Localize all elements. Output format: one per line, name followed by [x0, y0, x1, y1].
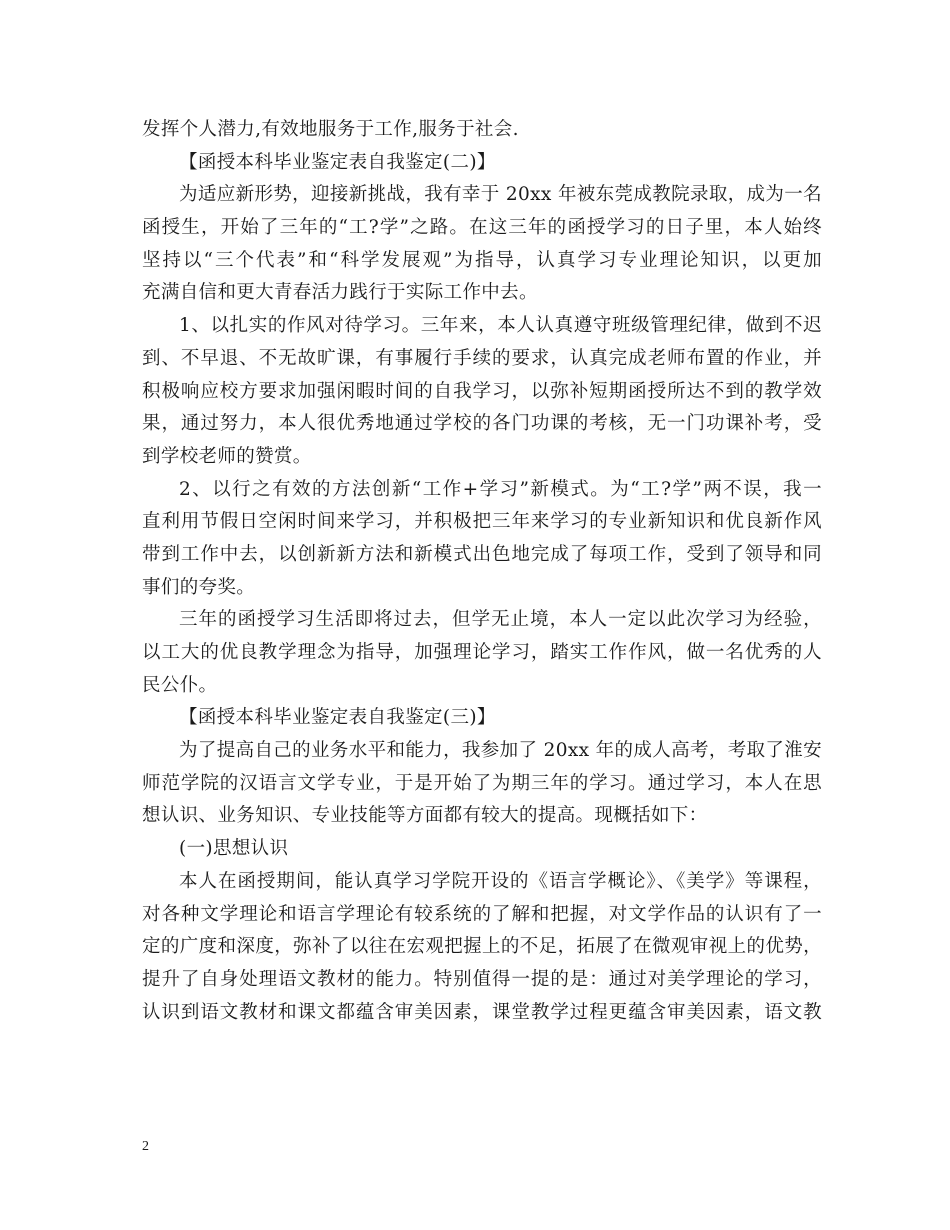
text-line: 以工大的优良教学理念为指导，加强理论学习，踏实工作作风，做一名优秀的人	[142, 642, 822, 663]
text-line: 三年的函授学习生活即将过去，但学无止境，本人一定以此次学习为经验，	[179, 609, 822, 631]
text-line: 发挥个人潜力,有效地服务于工作,服务于社会.	[142, 119, 519, 140]
text-line: 充满自信和更大青春活力践行于实际工作中去。	[142, 282, 538, 304]
text-line: 到、不早退、不无故旷课，有事履行手续的要求，认真完成老师布置的作业，并	[142, 347, 822, 369]
text-line: 为了提高自己的业务水平和能力，我参加了 20xx 年的成人高考，考取了淮安	[179, 740, 822, 762]
text-line: 直利用节假日空闲时间来学习，并积极把三年来学习的专业新知识和优良新作风	[142, 511, 822, 533]
text-line: 对各种文学理论和语言学理论有较系统的了解和把握，对文学作品的认识有了一	[142, 903, 822, 925]
text-line: 果，通过努力，本人很优秀地通过学校的各门功课的考核，无一门功课补考，受	[142, 413, 822, 435]
text-line: (一)思想认识	[179, 838, 289, 860]
text-line: 认识到语文教材和课文都蕴含审美因素，课堂教学过程更蕴含审美因素，语文教	[142, 1001, 822, 1023]
text-line: 师范学院的汉语言文学专业，于是开始了为期三年的学习。通过学习，本人在思	[142, 772, 822, 794]
text-line: 提升了自身处理语文教材的能力。特别值得一提的是：通过对美学理论的学习，	[142, 968, 822, 990]
text-line: 带到工作中去，以创新新方法和新模式出色地完成了每项工作，受到了领导和同	[142, 543, 822, 565]
text-line: 事们的夸奖。	[142, 576, 256, 598]
page-number: 2	[142, 1139, 149, 1154]
text-line: 1、以扎实的作风对待学习。三年来，本人认真遵守班级管理纪律，做到不迟	[179, 315, 822, 337]
text-line: 本人在函授期间，能认真学习学院开设的《语言学概论》、《美学》等课程，	[179, 870, 822, 892]
text-line: 为适应新形势，迎接新挑战，我有幸于 20xx 年被东莞成教院录取，成为一名	[179, 184, 822, 206]
text-line: 坚持以“三个代表”和“科学发展观”为指导，认真学习专业理论知识，以更加	[142, 249, 822, 271]
text-line: 想认识、业务知识、专业技能等方面都有较大的提高。现概括如下：	[142, 805, 708, 827]
text-line: 【函授本科毕业鉴定表自我鉴定(三)】	[179, 707, 496, 729]
document-body	[142, 114, 822, 1029]
text-line: 定的广度和深度，弥补了以往在宏观把握上的不足，拓展了在微观审视上的优势，	[142, 936, 822, 958]
text-line: 到学校老师的赞赏。	[142, 445, 312, 467]
text-line: 【函授本科毕业鉴定表自我鉴定(二)】	[179, 151, 496, 173]
text-line: 积极响应校方要求加强闲暇时间的自我学习，以弥补短期函授所达不到的教学效	[142, 380, 822, 402]
text-line: 函授生，开始了三年的“工?学”之路。在这三年的函授学习的日子里，本人始终	[142, 217, 822, 239]
text-line: 2、以行之有效的方法创新“工作+学习”新模式。为“工?学”两不误，我一	[179, 478, 822, 500]
text-line: 民公仆。	[142, 674, 218, 696]
